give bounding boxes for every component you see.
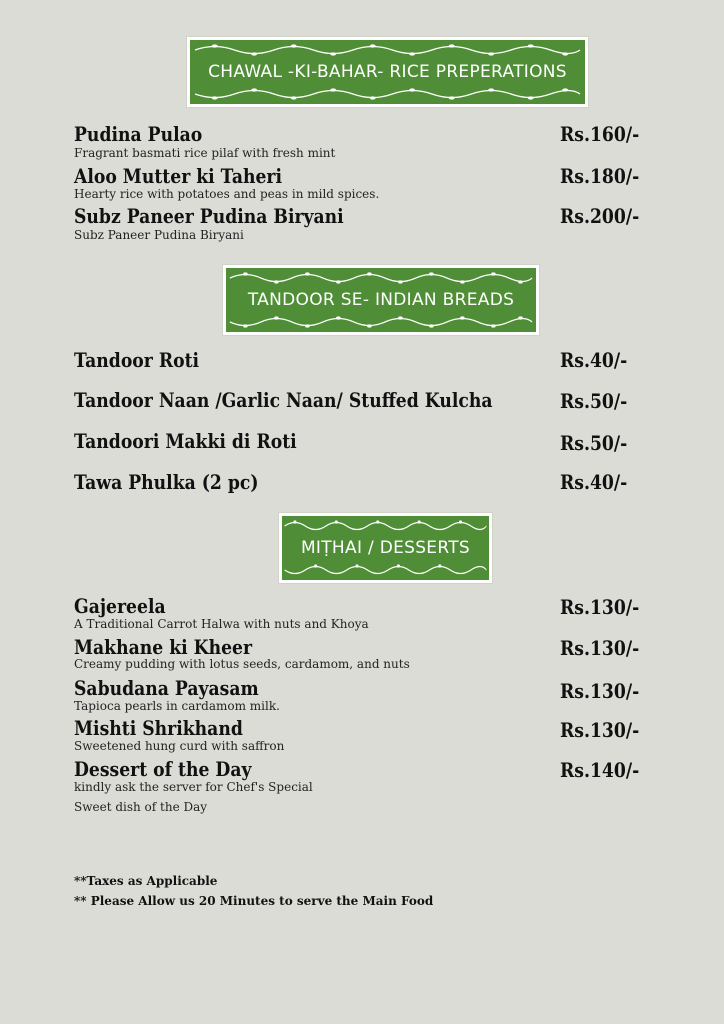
menu-item-name: Pudina Pulao — [74, 122, 203, 146]
menu-item-name: Tawa Phulka (2 pc) — [74, 470, 259, 494]
menu-item-name: Subz Paneer Pudina Biryani — [74, 204, 344, 228]
menu-item-name: Mishti Shrikhand — [74, 716, 243, 740]
menu-item-price: Rs.50/- — [560, 431, 628, 455]
section-title: MIṬHAI / DESSERTS — [300, 538, 471, 558]
section-banner-desserts — [279, 513, 492, 583]
menu-item-price: Rs.200/- — [560, 204, 640, 228]
menu-item-price: Rs.130/- — [560, 718, 640, 742]
menu-item-name: Makhane ki Kheer — [74, 635, 253, 659]
menu-item-price: Rs.180/- — [560, 164, 640, 188]
menu-item-description-extra: Sweet dish of the Day — [74, 800, 208, 814]
menu-item-name: Tandoori Makki di Roti — [74, 429, 297, 453]
taxes-note: **Taxes as Applicable — [74, 874, 218, 888]
menu-item-description: A Traditional Carrot Halwa with nuts and Khoya — [74, 617, 369, 631]
vine-decoration-icon — [226, 271, 536, 285]
menu-item-price: Rs.130/- — [560, 595, 640, 619]
menu-item-description: Creamy pudding with lotus seeds, cardamom, and nuts — [74, 657, 410, 671]
menu-item-name: Gajereela — [74, 594, 166, 618]
vine-decoration-icon — [282, 519, 489, 533]
menu-item-name: Tandoor Roti — [74, 348, 200, 372]
menu-item-name: Aloo Mutter ki Taheri — [74, 164, 283, 188]
menu-item-price: Rs.130/- — [560, 636, 640, 660]
section-title: CHAWAL -KI-BAHAR- RICE PREPERATIONS — [208, 62, 567, 82]
menu-item-description: Fragrant basmati rice pilaf with fresh mint — [74, 146, 336, 160]
menu-item-description: Hearty rice with potatoes and peas in mild spices. — [74, 187, 380, 201]
menu-item-price: Rs.140/- — [560, 758, 640, 782]
menu-item-price: Rs.130/- — [560, 679, 640, 703]
vine-decoration-icon — [190, 43, 585, 57]
menu-item-description: Sweetened hung curd with saffron — [74, 739, 285, 753]
section-banner-breads — [223, 265, 539, 335]
menu-item-description: Subz Paneer Pudina Biryani — [74, 228, 244, 242]
menu-item-price: Rs.160/- — [560, 122, 640, 146]
menu-item-description: Tapioca pearls in cardamom milk. — [74, 699, 280, 713]
section-title: TANDOOR SE- INDIAN BREADS — [247, 290, 515, 310]
menu-item-price: Rs.50/- — [560, 389, 628, 413]
menu-item-name: Dessert of the Day — [74, 757, 252, 781]
vine-decoration-icon — [282, 563, 489, 577]
section-banner-rice — [187, 37, 588, 107]
menu-item-price: Rs.40/- — [560, 470, 628, 494]
menu-item-description: kindly ask the server for Chef's Special — [74, 780, 313, 794]
menu-item-price: Rs.40/- — [560, 348, 628, 372]
wait-time-note: ** Please Allow us 20 Minutes to serve the Main Food — [74, 894, 434, 908]
menu-item-name: Sabudana Payasam — [74, 676, 259, 700]
menu-item-name: Tandoor Naan /Garlic Naan/ Stuffed Kulcha — [74, 388, 493, 412]
vine-decoration-icon — [226, 315, 536, 329]
vine-decoration-icon — [190, 87, 585, 101]
